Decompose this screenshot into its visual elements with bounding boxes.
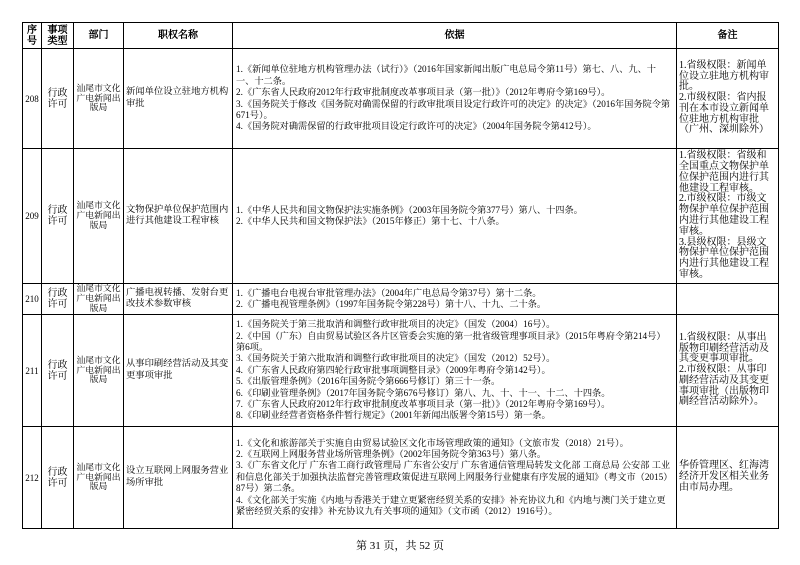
table-header-row <box>23 23 779 49</box>
basis-item: 2.《中华人民共和国文物保护法》（2015年修正）第十七、十八条。 <box>236 216 505 226</box>
basis-cell <box>233 284 677 315</box>
remarks-item: 1.省级权限：省级和全国重点文物保护单位保护范围内进行其他建设工程审核。 <box>679 150 769 194</box>
basis-item: 2.《广播电视管理条例》（1997年国务院令第228号）第十八、十九、二十条。 <box>236 299 547 309</box>
type-cell: 行政许可 <box>42 315 74 427</box>
table-row <box>23 284 779 315</box>
header-type: 事项类型 <box>42 23 74 49</box>
department-cell: 汕尾市文化广电新闻出版局 <box>74 427 124 529</box>
index-cell: 209 <box>23 149 42 284</box>
basis-cell <box>233 427 677 529</box>
basis-item: 8.《印刷业经营者资格条件暂行规定》（2001年新闻出版署令第15号）第一条。 <box>236 410 551 421</box>
department-cell: 汕尾市文化广电新闻出版局 <box>74 284 124 315</box>
header-index: 序号 <box>23 23 42 49</box>
basis-item: 6.《印刷业管理条例》（2017年国务院令第676号修订）第八、九、十、十一、十二、十四条。 <box>236 387 611 398</box>
remarks-cell <box>677 427 779 529</box>
remarks-item: 2.市级权限：省内报刊在本市设立新闻单位驻地方机构审批（广州、深圳除外） <box>679 92 769 136</box>
header-power-name: 职权名称 <box>124 23 233 49</box>
power-name-cell: 广播电视转播、发射台更改技术参数审核 <box>124 284 233 315</box>
table-row <box>23 149 779 284</box>
header-remarks: 备注 <box>677 23 779 49</box>
department-cell: 汕尾市文化广电新闻出版局 <box>74 49 124 149</box>
basis-item: 1.《新闻单位驻地方机构管理办法（试行）》（2016年国家新闻出版广电总局令第11号）第七、八、九、十一、十二条。 <box>236 64 656 86</box>
basis-item: 7.《广东省人民政府2012年行政审批制度改革事项目录（第一批）》（2012年粤府令第169号）。 <box>236 399 611 410</box>
basis-item: 3.《广东省文化厅 广东省工商行政管理局 广东省公安厅 广东省通信管理局转发文化部 工商总局 公安部 工业和信息化部关于加强执法监督完善管理政策促进互联网上网服务行业健康有序发展的通知》（粤文市（2015）87号）第二条。 <box>236 460 673 494</box>
index-cell: 211 <box>23 315 42 427</box>
basis-item: 1.《广播电台电视台审批管理办法》（2004年广电总局令第37号）第十二条。 <box>236 287 542 298</box>
remarks-cell <box>677 149 779 284</box>
remarks-item: 华侨管理区、红海湾经济开发区相关业务由市局办理。 <box>679 460 769 493</box>
page-number-footer: 第 31 页，共 52 页 <box>356 540 444 552</box>
basis-item: 2.《互联网上网服务营业场所管理条例》（2002年国务院令第363号）第八条。 <box>236 448 547 459</box>
basis-item: 2.《广东省人民政府2012年行政审批制度改革事项目录（第一批）》（2012年粤府令第169号）。 <box>236 87 611 98</box>
powers-table <box>22 22 779 529</box>
index-cell: 210 <box>23 284 42 315</box>
basis-cell <box>233 149 677 284</box>
basis-item: 3.《国务院关于第六批取消和调整行政审批项目的决定》（国发（2012）52号）。 <box>236 353 556 364</box>
header-department: 部门 <box>74 23 124 49</box>
basis-cell <box>233 49 677 149</box>
basis-item: 4.《文化部关于实施《内地与香港关于建立更紧密经贸关系的安排》补充协议九和《内地与澳门关于建立更紧密经贸关系的安排》补充协议九有关事项的通知》（文市函（2012）1916号）。 <box>236 494 666 517</box>
basis-item: 4.《国务院对确需保留的行政审批项目设定行政许可的决定》（2004年国务院令第412号）。 <box>236 121 597 132</box>
table-row <box>23 427 779 529</box>
basis-item: 1.《文化和旅游部关于实施自由贸易试验区文化市场管理政策的通知》（文旅市发（2018）21号）。 <box>236 437 629 448</box>
remarks-cell <box>677 315 779 427</box>
remarks-item: 3.县级权限：县级文物保护单位保护范围内进行其他建设工程审核。 <box>679 236 769 280</box>
remarks-item: 2.市级权限：市级文物保护单位保护范围内进行其他建设工程审核。 <box>679 193 769 237</box>
type-cell: 行政许可 <box>42 149 74 284</box>
power-name-cell: 文物保护单位保护范围内进行其他建设工程审核 <box>124 149 233 284</box>
basis-item: 3.《国务院关于修改《国务院对确需保留的行政审批项目设定行政许可的决定》的决定》（2016年国务院令第671号）。 <box>236 98 671 120</box>
basis-item: 1.《国务院关于第三批取消和调整行政审批项目的决定》（国发（2004）16号）。 <box>236 319 556 330</box>
remarks-item: 2.市级权限：从事印刷经营活动及其变更事项审批（出版物印刷经营活动除外）。 <box>679 364 769 408</box>
remarks-item: 1.省级权限：从事出版物印刷经营活动及其变更事项审批。 <box>679 331 769 365</box>
table-row <box>23 49 779 149</box>
table-row <box>23 315 779 427</box>
remarks-cell <box>677 284 779 315</box>
header-basis: 依据 <box>233 23 677 49</box>
basis-item: 1.《中华人民共和国文物保护法实施条例》（2003年国务院令第377号）第八、十四条。 <box>236 204 583 215</box>
department-cell: 汕尾市文化广电新闻出版局 <box>74 315 124 427</box>
department-cell: 汕尾市文化广电新闻出版局 <box>74 149 124 284</box>
basis-item: 2.《中国（广东）自由贸易试验区各片区管委会实施的第一批省级管理事项目录》（2015年粤府令第214号）第6项。 <box>236 330 666 352</box>
power-name-cell: 从事印刷经营活动及其变更事项审批 <box>124 315 233 427</box>
index-cell: 208 <box>23 49 42 149</box>
power-name-cell: 设立互联网上网服务营业场所审批 <box>124 427 233 529</box>
index-cell: 212 <box>23 427 42 529</box>
basis-cell <box>233 315 677 427</box>
type-cell: 行政许可 <box>42 284 74 315</box>
power-name-cell: 新闻单位设立驻地方机构审批 <box>124 49 233 149</box>
basis-item: 4.《广东省人民政府第四轮行政审批事项调整目录》（2009年粤府令第142号）。 <box>236 364 551 375</box>
basis-item: 5.《出版管理条例》（2016年国务院令第666号修订）第三十一条。 <box>236 376 501 387</box>
remarks-item: 1.省级权限：新闻单位设立驻地方机构审批。 <box>679 59 769 93</box>
type-cell: 行政许可 <box>42 427 74 529</box>
type-cell: 行政许可 <box>42 49 74 149</box>
remarks-cell <box>677 49 779 149</box>
